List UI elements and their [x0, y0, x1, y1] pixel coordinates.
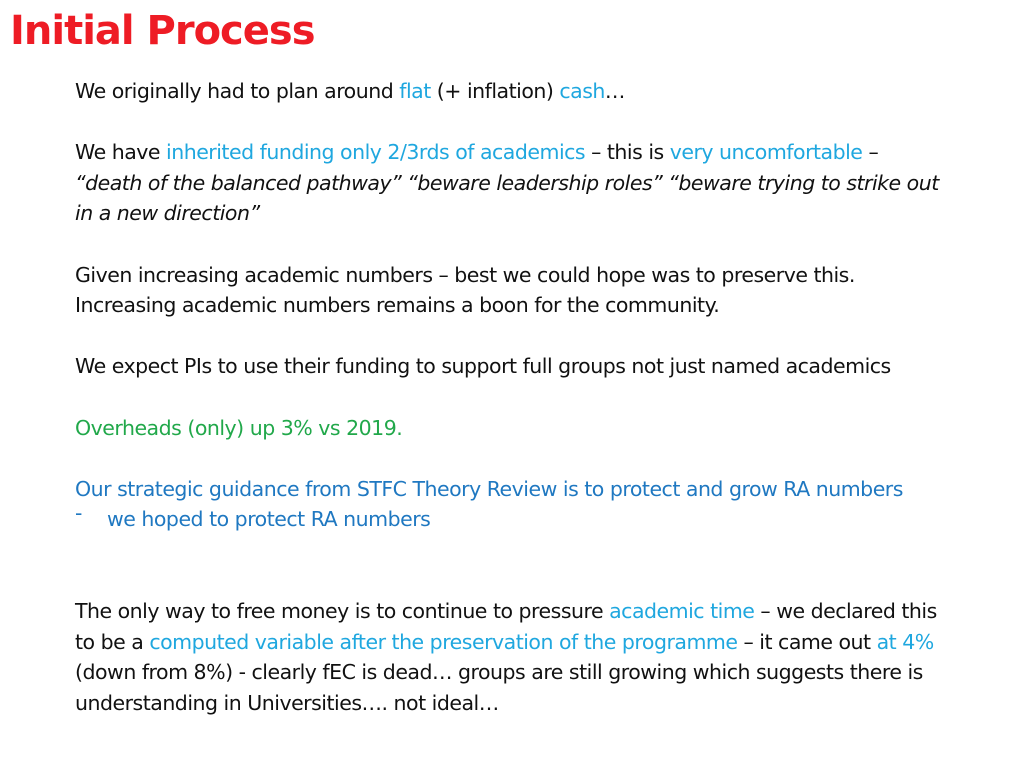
text: (down from 8%) - clearly fEC is dead… groups are still growing which suggests there is understanding in Universities…. not ideal…	[75, 660, 923, 715]
paragraph-strategic-guidance: Our strategic guidance from STFC Theory Review is to protect and grow RA numbers	[75, 476, 903, 501]
slide-body	[75, 76, 955, 718]
highlight-flat: flat	[399, 79, 431, 103]
highlight-academic-time: academic time	[609, 598, 755, 623]
bullet-marker: -	[75, 501, 82, 526]
paragraph-inherited-funding	[75, 137, 955, 229]
text-line-1: Given increasing academic numbers – best we could hope was to preserve this.	[75, 262, 855, 287]
text: …	[604, 79, 625, 103]
highlight-at-4-percent: at 4%	[876, 629, 934, 654]
quotes-italic: “death of the balanced pathway” “beware leadership roles” “beware trying to strike out in a new direction”	[75, 170, 939, 226]
spacer	[75, 107, 955, 138]
paragraph-academic-numbers	[75, 260, 955, 321]
spacer	[75, 321, 955, 352]
paragraph-pi-expectation: We expect PIs to use their funding to support full groups not just named academics	[75, 354, 891, 379]
highlight-computed-variable: computed variable after the preservation of the programme	[149, 629, 738, 654]
text-line-2: Increasing academic numbers remains a boon for the community.	[75, 293, 720, 318]
text: The only way to free money is to continue to pressure	[75, 598, 610, 623]
paragraph-planning	[75, 76, 955, 107]
text: (+ inflation)	[430, 79, 560, 103]
highlight-cash: cash	[559, 79, 605, 103]
text: –	[862, 140, 879, 165]
spacer	[75, 535, 955, 596]
text: – it came out	[737, 629, 877, 654]
highlight-inherited-funding: inherited funding only 2/3rds of academics	[166, 140, 586, 165]
text: We have	[75, 140, 167, 165]
spacer	[75, 229, 955, 260]
text: – this is	[585, 140, 670, 165]
spacer	[75, 382, 955, 413]
paragraph-academic-time	[75, 596, 955, 718]
spacer	[75, 443, 955, 474]
paragraph-overheads: Overheads (only) up 3% vs 2019.	[75, 415, 403, 440]
bullet-text: we hoped to protect RA numbers	[107, 507, 431, 532]
text: We originally had to plan around	[75, 79, 400, 103]
slide-title: Initial Process	[10, 8, 315, 54]
bullet-ra-numbers	[75, 501, 955, 535]
highlight-very-uncomfortable: very uncomfortable	[669, 140, 863, 165]
text: – we declared this to be a	[75, 598, 937, 654]
